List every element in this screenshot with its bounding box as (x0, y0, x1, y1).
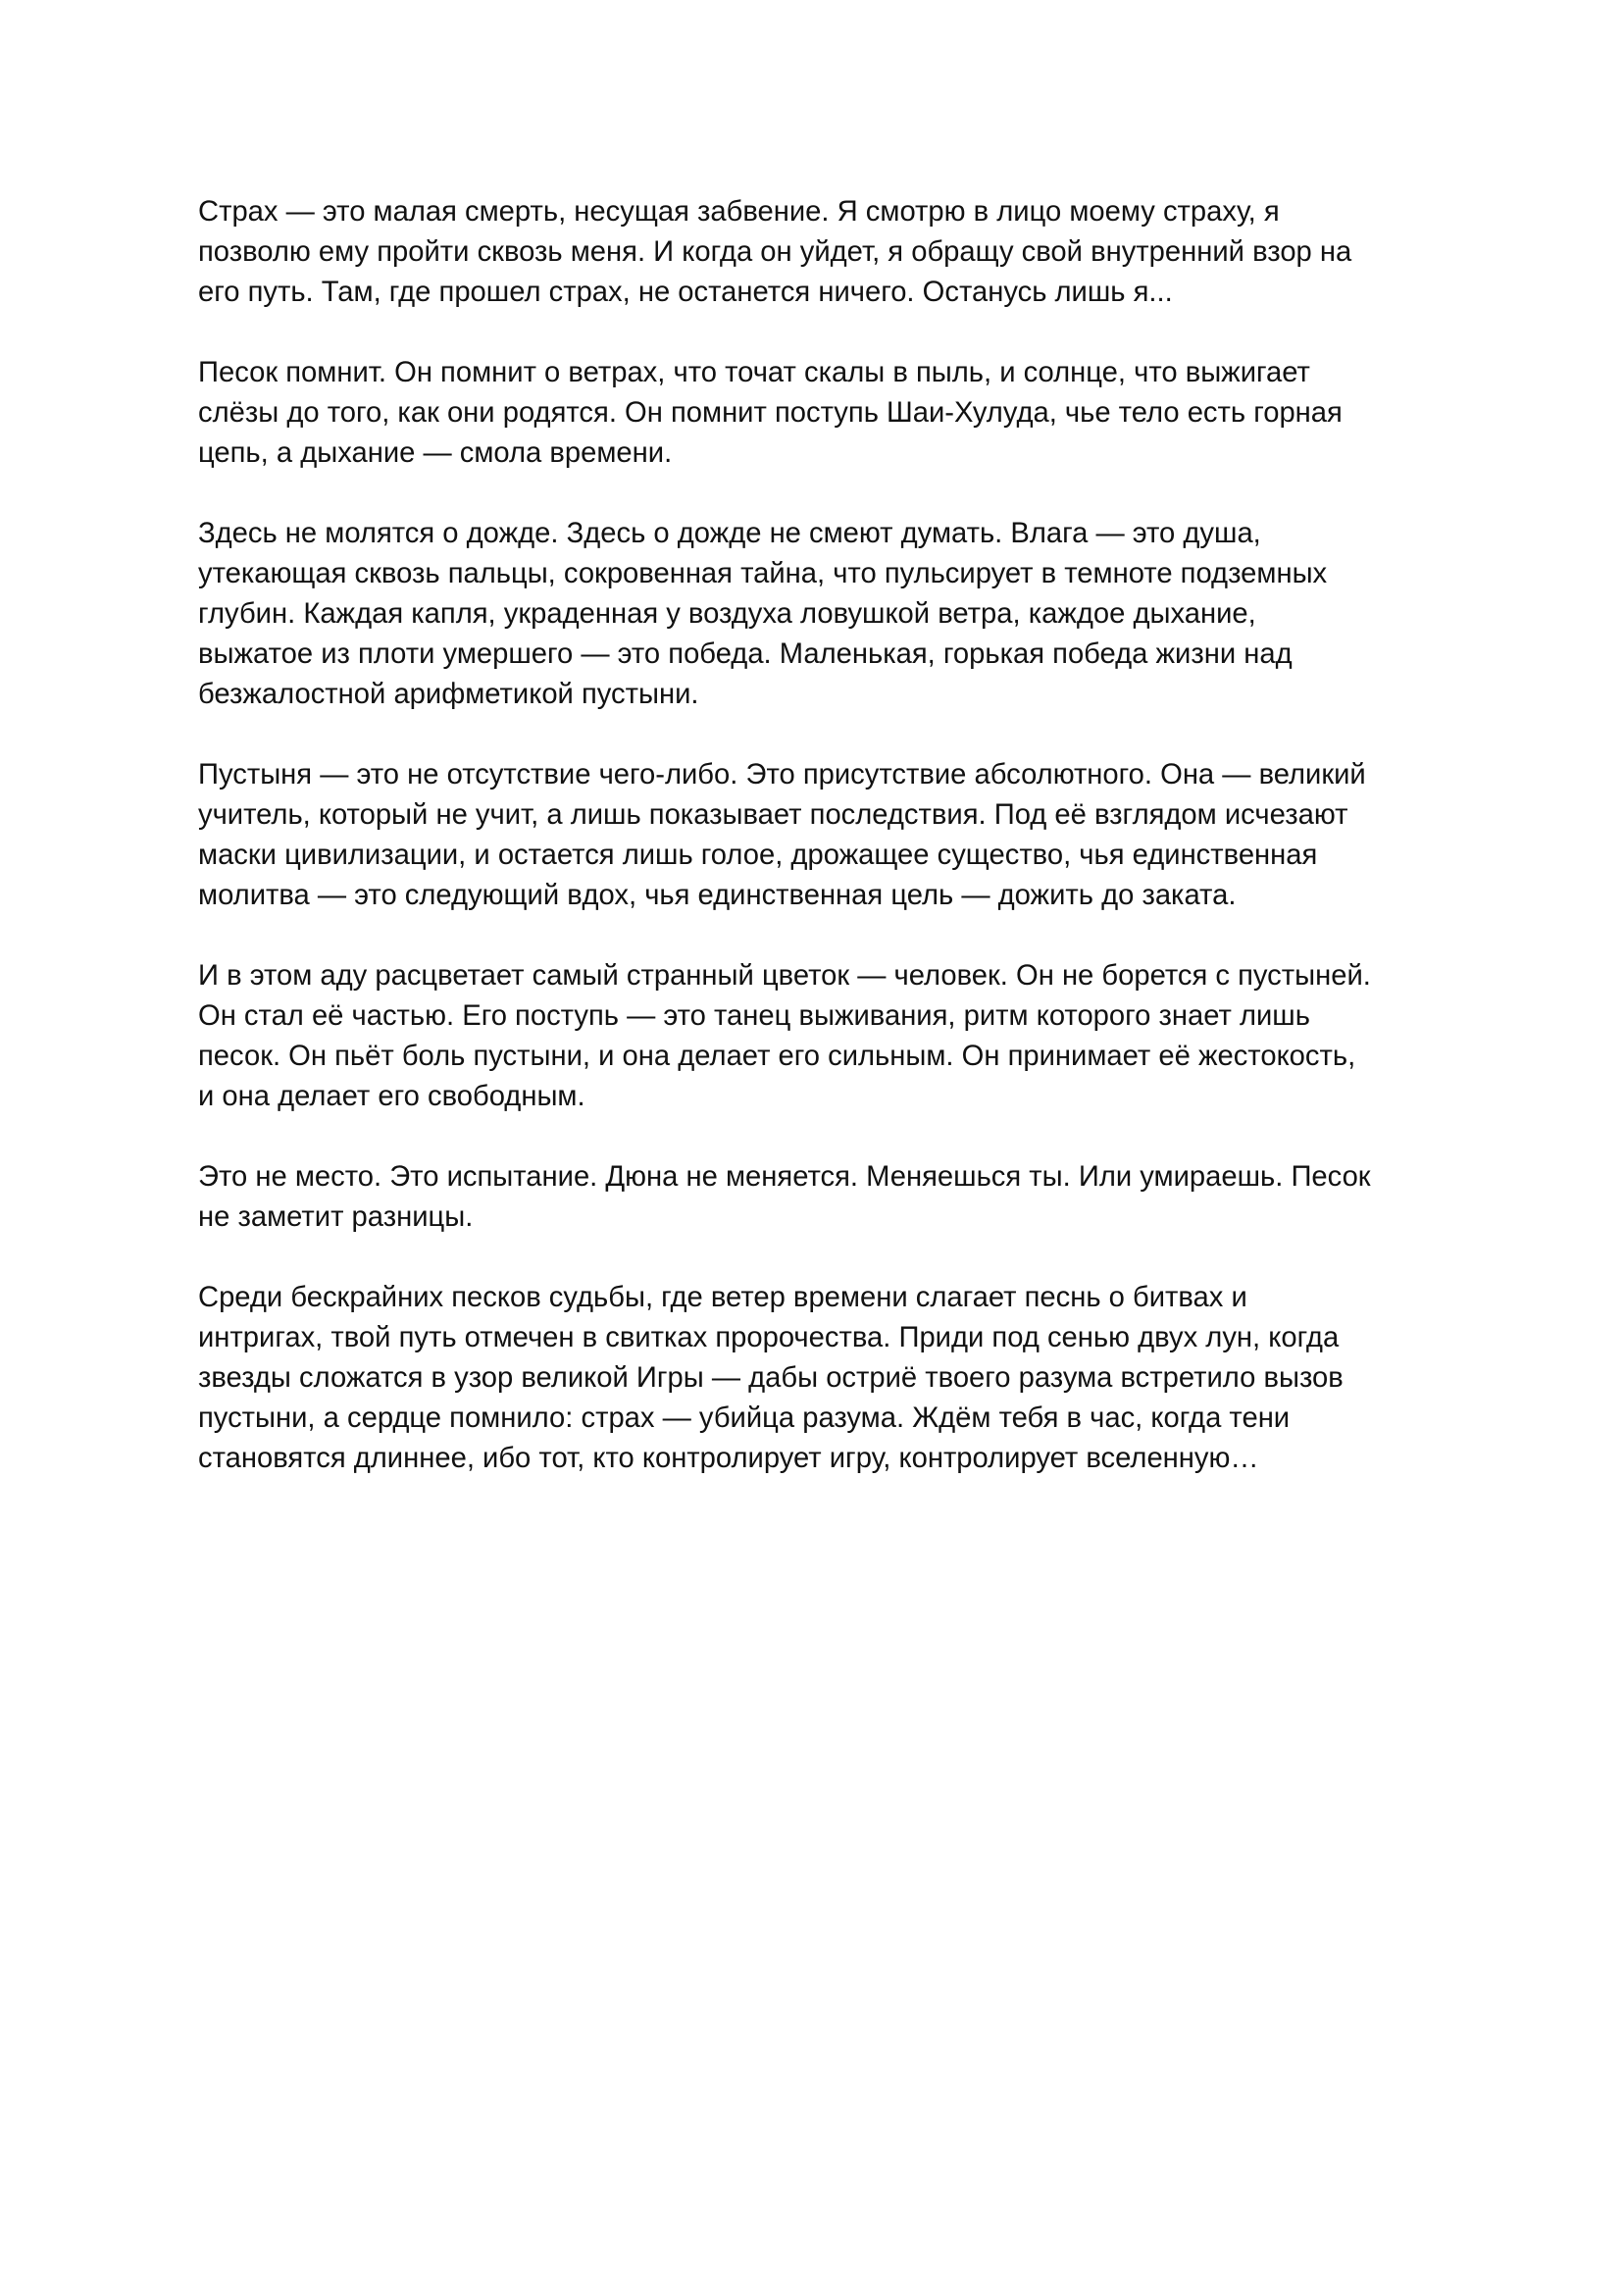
text-line: не заметит разницы. (198, 1201, 474, 1233)
paragraph-6 (198, 1157, 1444, 1238)
text-line: его путь. Там, где прошел страх, не останется ничего. Останусь лишь я... (198, 277, 1173, 308)
text-line: звезды сложатся в узор великой Игры — дабы остриё твоего разума встретило вызов (198, 1362, 1344, 1394)
text-line: слёзы до того, как они родятся. Он помнит поступь Шаи-Хулуда, чье тело есть горная (198, 397, 1343, 429)
text-line: и она делает его свободным. (198, 1081, 585, 1112)
text-line: выжатое из плоти умершего — это победа. Маленькая, горькая победа жизни над (198, 638, 1293, 670)
text-line: маски цивилизации, и остается лишь голое, дрожащее существо, чья единственная (198, 840, 1318, 871)
paragraph-3 (198, 514, 1444, 715)
paragraph-7 (198, 1278, 1444, 1479)
text-line: цепь, а дыхание — смола времени. (198, 437, 673, 469)
paragraph-2 (198, 353, 1444, 474)
text-line: Страх — это малая смерть, несущая забвение. Я смотрю в лицо моему страху, я (198, 196, 1280, 228)
text-line: утекающая сквозь пальцы, сокровенная тайна, что пульсирует в темноте подземных (198, 558, 1328, 589)
document-body (198, 192, 1444, 1519)
text-line: безжалостной арифметикой пустыни. (198, 679, 699, 710)
text-line: Пустыня — это не отсутствие чего-либо. Это присутствие абсолютного. Она — великий (198, 759, 1366, 790)
text-line: Песок помнит. Он помнит о ветрах, что точат скалы в пыль, и солнце, что выжигает (198, 357, 1310, 388)
text-line: интригах, твой путь отмечен в свитках пророчества. Приди под сенью двух лун, когда (198, 1322, 1340, 1353)
paragraph-4 (198, 755, 1444, 916)
text-line: пустыни, а сердце помнило: страх — убийца разума. Ждём тебя в час, когда тени (198, 1402, 1291, 1434)
text-line: глубин. Каждая капля, украденная у воздуха ловушкой ветра, каждое дыхание, (198, 598, 1256, 630)
text-line: учитель, который не учит, а лишь показывает последствия. Под её взглядом исчезают (198, 799, 1348, 831)
text-line: молитва — это следующий вдох, чья единственная цель — дожить до заката. (198, 880, 1237, 911)
text-line: И в этом аду расцветает самый странный цветок — человек. Он не борется с пустыней. (198, 960, 1371, 992)
text-line: Он стал её частью. Его поступь — это танец выживания, ритм которого знает лишь (198, 1000, 1310, 1032)
text-line: Это не место. Это испытание. Дюна не меняется. Меняешься ты. Или умираешь. Песок (198, 1161, 1371, 1193)
text-line: Здесь не молятся о дожде. Здесь о дожде не смеют думать. Влага — это душа, (198, 518, 1261, 549)
text-line: Среди бескрайних песков судьбы, где ветер времени слагает песнь о битвах и (198, 1282, 1247, 1313)
text-line: позволю ему пройти сквозь меня. И когда он уйдет, я обращу свой внутренний взор на (198, 236, 1352, 268)
text-line: становятся длиннее, ибо тот, кто контролирует игру, контролирует вселенную… (198, 1443, 1259, 1474)
text-line: песок. Он пьёт боль пустыни, и она делает его сильным. Он принимает её жестокость, (198, 1041, 1356, 1072)
paragraph-1 (198, 192, 1444, 313)
paragraph-5 (198, 956, 1444, 1117)
